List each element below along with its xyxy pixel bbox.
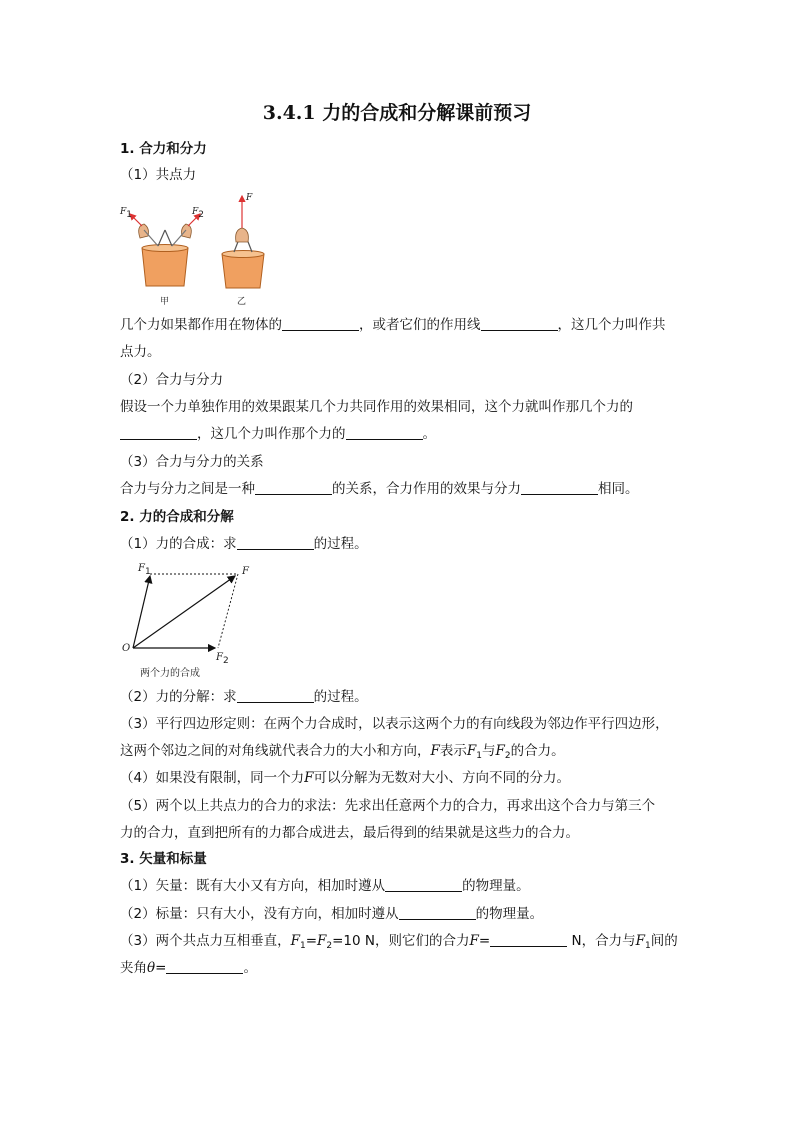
s2-p3: （3）平行四边形定则：在两个力合成时，以表示这两个力的有向线段为邻边作平行四边形， <box>120 716 669 732</box>
fig2-caption: 两个力的合成 <box>140 668 200 679</box>
fig2-label-F1: $F_1$ <box>138 563 151 577</box>
fig1-caption-a: 甲 <box>160 297 170 307</box>
answer-blank[interactable] <box>346 426 423 440</box>
answer-blank[interactable] <box>399 906 476 920</box>
s1-p3-label: （3）合力与分力的关系 <box>120 454 264 470</box>
s1-p2-label: （2）合力与分力 <box>120 372 224 388</box>
s3-p1: （1）矢量：既有大小又有方向，相加时遵从 的物理量。 <box>120 878 530 894</box>
answer-blank[interactable] <box>237 536 314 550</box>
s2-p2: （2）力的分解：求 的过程。 <box>120 689 368 705</box>
s1-p2-text-cont: ，这几个力叫作那个力的 。 <box>120 425 436 443</box>
s2-p3-cont: 这两个邻边之间的对角线就代表合力的大小和方向，F表示$F_1$与$F_2$的合力。 <box>120 743 565 761</box>
answer-blank[interactable] <box>120 426 197 440</box>
fig2-label-O: O <box>122 643 131 654</box>
s3-p3-cont: 夹角θ= 。 <box>120 960 257 976</box>
fig1-caption-b: 乙 <box>237 297 247 307</box>
section-3-heading: 3. 矢量和标量 <box>120 851 207 867</box>
answer-blank[interactable] <box>521 481 598 495</box>
answer-blank[interactable] <box>237 689 314 703</box>
answer-blank[interactable] <box>385 878 462 892</box>
answer-blank[interactable] <box>255 481 332 495</box>
s2-p5: （5）两个以上共点力的合力的求法：先求出任意两个力的合力，再求出这个合力与第三个 <box>120 798 656 814</box>
answer-blank[interactable] <box>166 960 243 974</box>
s1-p1-label: （1）共点力 <box>120 167 197 183</box>
s3-p2: （2）标量：只有大小，没有方向，相加时遵从 的物理量。 <box>120 906 544 922</box>
s2-p1: （1）力的合成：求 的过程。 <box>120 536 368 552</box>
answer-blank[interactable] <box>481 317 558 331</box>
fig1-label-F2: $F_2$ <box>192 207 204 220</box>
s1-p1-text-cont: 点力。 <box>120 344 161 360</box>
s2-p4: （4）如果没有限制，同一个力F可以分解为无数对大小、方向不同的分力。 <box>120 770 570 786</box>
s1-p2-text: 假设一个力单独作用的效果跟某几个力共同作用的效果相同，这个力就叫作那几个力的 <box>120 399 633 415</box>
fig2-label-F2: $F_2$ <box>216 652 229 666</box>
s1-p3-text: 合力与分力之间是一种 的关系，合力作用的效果与分力 相同。 <box>120 481 639 497</box>
s2-p5-cont: 力的合力，直到把所有的力都合成进去，最后得到的结果就是这些力的合力。 <box>120 825 579 841</box>
section-2-heading: 2. 力的合成和分解 <box>120 509 234 525</box>
answer-blank[interactable] <box>282 317 359 331</box>
fig1-label-F: F <box>246 193 253 203</box>
fig2-label-F: F <box>242 566 249 577</box>
answer-blank[interactable] <box>490 933 567 947</box>
s3-p3: （3）两个共点力互相垂直，$F_1=F_2=10$ N，则它们的合力F= N，合力与$F_1$间的 <box>120 933 678 951</box>
fig1-label-F1: $F_1$ <box>120 207 132 220</box>
s1-p1-text: 几个力如果都作用在物体的 ，或者它们的作用线 ，这几个力叫作共 <box>120 317 666 333</box>
page-title: 3.4.1 力的合成和分解课前预习 <box>262 102 532 124</box>
section-1-heading: 1. 合力和分力 <box>120 141 207 157</box>
